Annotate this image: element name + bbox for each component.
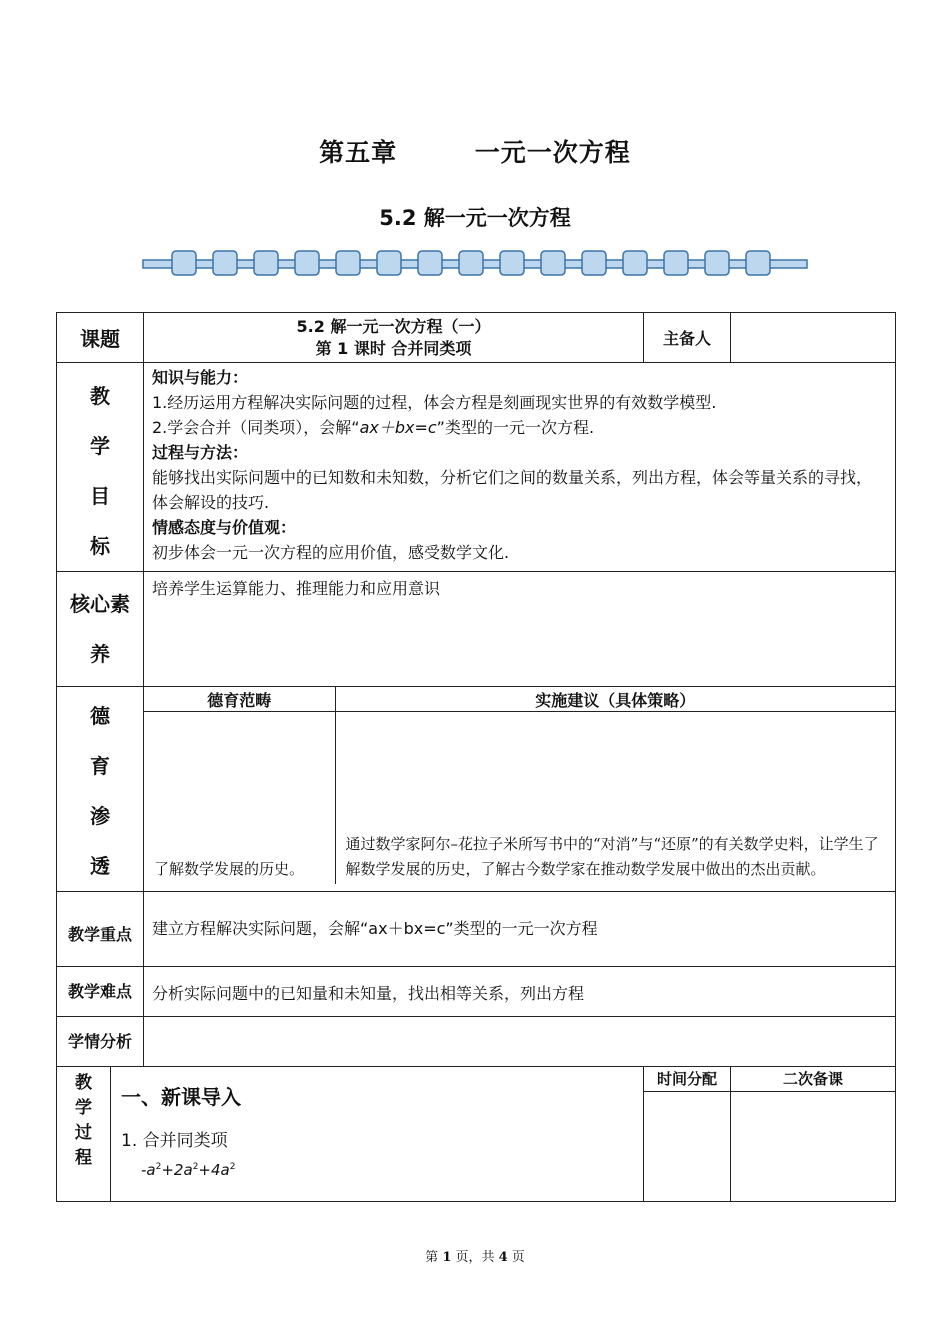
moral-scope-text: 了解数学发展的历史。 (144, 712, 335, 885)
analysis-text (144, 1017, 896, 1067)
core-row (57, 572, 896, 687)
divider-bead (746, 251, 770, 275)
key-row (57, 892, 896, 967)
process-content (111, 1067, 644, 1202)
process-text: 能够找出实际问题中的已知数和未知数，分析它们之间的数量关系，列出方程，体会等量关系的寻找，体会解设的技巧. (152, 468, 873, 512)
divider-bead (295, 251, 319, 275)
section-title: 5.2 解一元一次方程 (379, 206, 571, 230)
divider-bead (336, 251, 360, 275)
current-page: 1 (442, 1250, 452, 1265)
difficulty-label: 教学难点 (57, 967, 144, 1017)
core-text: 培养学生运算能力、推理能力和应用意识 (144, 572, 896, 687)
goals-row (57, 363, 896, 572)
lesson-plan-table (56, 312, 896, 1202)
divider-bead (623, 251, 647, 275)
process-item: 1. 合并同类项 (121, 1131, 228, 1151)
process-label: 教 学 过 程 (57, 1067, 111, 1202)
time-label: 时间分配 (644, 1067, 730, 1092)
goals-content (144, 363, 896, 572)
divider-bead (172, 251, 196, 275)
divider-bead (459, 251, 483, 275)
divider-bead (418, 251, 442, 275)
topic-line-1: 5.2 解一元一次方程（一） (296, 317, 491, 336)
knowledge-item-1: 1.经历运用方程解决实际问题的过程，体会方程是刻画现实世界的有效数学模型. (152, 393, 717, 412)
difficulty-text: 分析实际问题中的已知量和未知量，找出相等关系，列出方程 (144, 967, 896, 1017)
chapter-title: 第五章 一元一次方程 (319, 138, 631, 167)
divider-bead (582, 251, 606, 275)
analysis-label: 学情分析 (57, 1017, 144, 1067)
topic-label: 课题 (57, 313, 144, 363)
moral-row (57, 687, 896, 892)
topic-line-2: 第 1 课时 合并同类项 (315, 339, 472, 358)
process-row (57, 1067, 896, 1202)
process-expression: $-a^2+2a^2+4a^2$ (141, 1161, 236, 1179)
divider-beads (172, 251, 770, 275)
moral-content (144, 687, 896, 892)
moral-strategy-header: 实施建议（具体策略） (335, 687, 895, 712)
topic-row (57, 313, 896, 363)
topic-cell (144, 313, 644, 363)
second-prep-column (731, 1067, 896, 1202)
divider-bead (254, 251, 278, 275)
goals-label: 教 学 目 标 (57, 363, 144, 572)
decorative-chain-divider (141, 248, 809, 280)
divider-bead (377, 251, 401, 275)
knowledge-item-2: 2.学会合并（同类项），会解“ax＋bx=c”类型的一元一次方程. (152, 418, 595, 437)
emotion-text: 初步体会一元一次方程的应用价值，感受数学文化. (152, 543, 510, 562)
time-column (644, 1067, 731, 1202)
page-footer: 第 1 页，共 4 页 (425, 1250, 525, 1265)
divider-bead (664, 251, 688, 275)
emotion-heading: 情感态度与价值观： (152, 518, 297, 537)
knowledge-heading: 知识与能力： (152, 368, 249, 387)
difficulty-row (57, 967, 896, 1017)
core-label: 核心素 养 (57, 572, 144, 687)
moral-scope-header: 德育范畴 (144, 687, 335, 712)
preparer-value (731, 313, 896, 363)
moral-label: 德 育 渗 透 (57, 687, 144, 892)
process-heading: 过程与方法： (152, 443, 249, 462)
second-prep-label: 二次备课 (731, 1067, 895, 1092)
divider-bead (541, 251, 565, 275)
divider-bead (213, 251, 237, 275)
key-text: 建立方程解决实际问题，会解“ax＋bx=c”类型的一元一次方程 (144, 892, 896, 967)
process-section-heading: 一、新课导入 (121, 1085, 241, 1109)
total-pages: 4 (498, 1250, 508, 1265)
moral-strategy-text: 通过数学家阿尔–花拉子米所写书中的“对消”与“还原”的有关数学史料，让学生了解数学发展的历史，了解古今数学家在推动数学发展中做出的杰出贡献。 (335, 712, 895, 885)
key-label: 教学重点 (57, 892, 144, 967)
analysis-row (57, 1017, 896, 1067)
preparer-label: 主备人 (644, 313, 731, 363)
divider-bead (500, 251, 524, 275)
divider-bead (705, 251, 729, 275)
